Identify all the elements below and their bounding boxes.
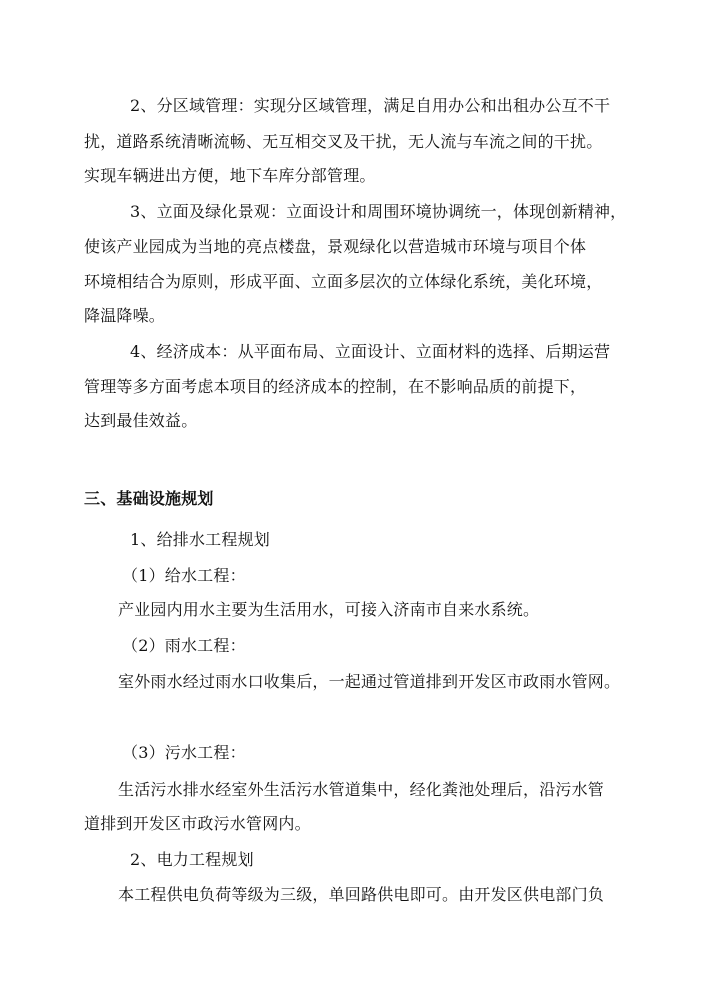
paragraph-line: 本工程供电负荷等级为三级，单回路供电即可。由开发区供电部门负 xyxy=(118,885,605,904)
paragraph-line: 扰，道路系统清晰流畅、无互相交叉及干扰，无人流与车流之间的干扰。 xyxy=(84,132,603,151)
paragraph-line: 4、经济成本：从平面布局、立面设计、立面材料的选择、后期运营 xyxy=(130,342,611,361)
subsection-heading: 1、给排水工程规划 xyxy=(130,530,270,549)
subsection-heading: 2、电力工程规划 xyxy=(130,850,254,869)
paragraph-line: 使该产业园成为当地的亮点楼盘，景观绿化以营造城市环境与项目个体 xyxy=(84,237,587,256)
paragraph-line: 2、分区域管理：实现分区域管理，满足自用办公和出租办公互不干 xyxy=(130,96,611,115)
item-heading: （2）雨水工程： xyxy=(122,636,246,655)
paragraph-line: 管理等多方面考虑本项目的经济成本的控制，在不影响品质的前提下， xyxy=(84,377,587,396)
paragraph-line: 3、立面及绿化景观：立面设计和周围环境协调统一，体现创新精神， xyxy=(130,202,627,221)
paragraph-line: 道排到开发区市政污水管网内。 xyxy=(84,814,311,833)
item-heading: （1）给水工程： xyxy=(122,566,246,585)
paragraph-line: 实现车辆进出方便，地下车库分部管理。 xyxy=(84,166,376,185)
item-heading: （3）污水工程： xyxy=(122,743,246,762)
paragraph-line: 室外雨水经过雨水口收集后，一起通过管道排到开发区市政雨水管网。 xyxy=(118,672,621,691)
paragraph-line: 生活污水排水经室外生活污水管道集中，经化粪池处理后，沿污水管 xyxy=(118,780,605,799)
section-heading: 三、基础设施规划 xyxy=(84,489,214,508)
paragraph-line: 环境相结合为原则，形成平面、立面多层次的立体绿化系统，美化环境， xyxy=(84,272,603,291)
paragraph-line: 产业园内用水主要为生活用水，可接入济南市自来水系统。 xyxy=(118,600,540,619)
paragraph-line: 降温降噪。 xyxy=(84,306,166,325)
paragraph-line: 达到最佳效益。 xyxy=(84,411,198,430)
